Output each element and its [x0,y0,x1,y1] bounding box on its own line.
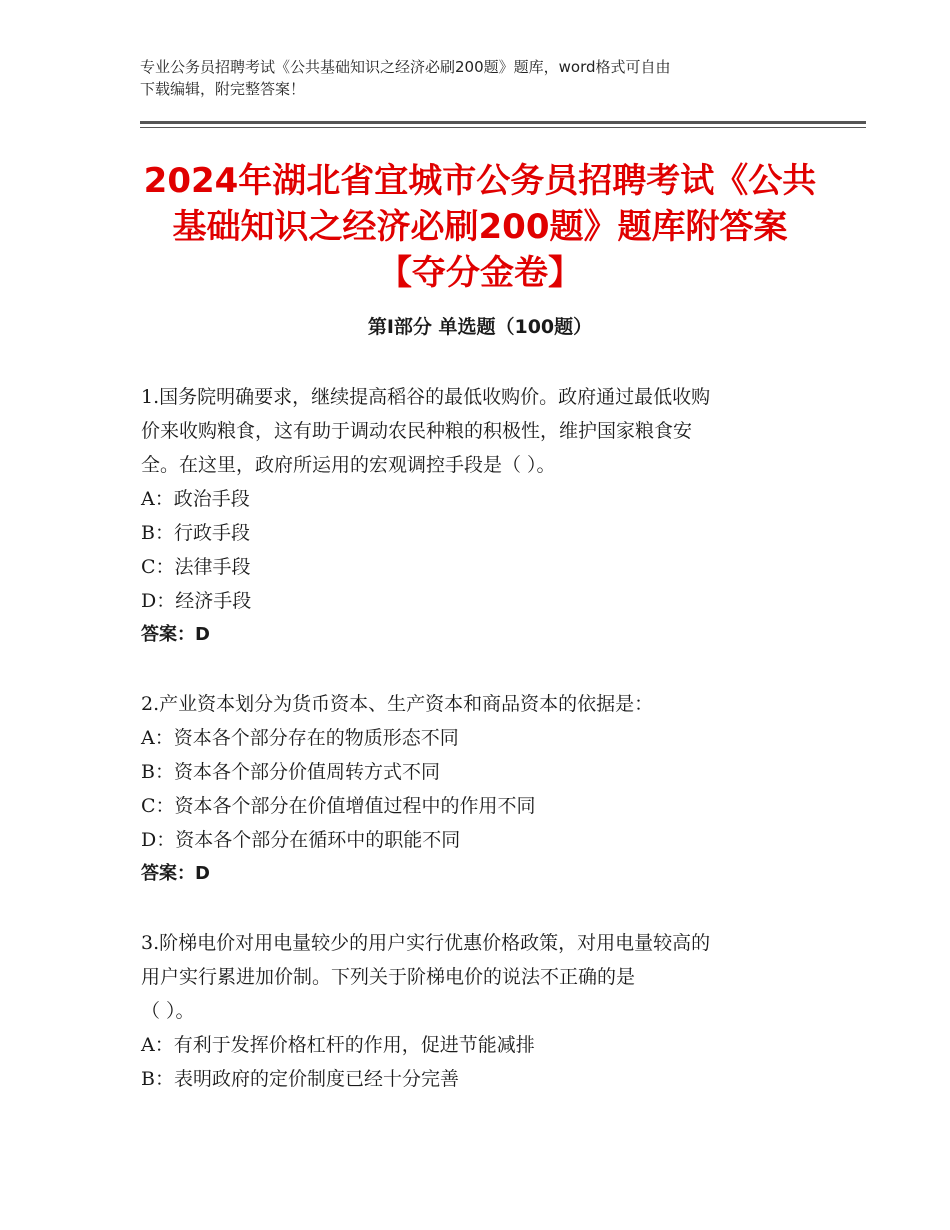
option-b: B：表明政府的定价制度已经十分完善 [141,1068,459,1090]
title-line: 【夺分金卷】 [378,253,582,293]
option-d: D：资本各个部分在循环中的职能不同 [141,829,461,851]
option-d: D：经济手段 [141,590,252,612]
question-3 [141,926,821,1096]
option-c: C：法律手段 [141,556,251,578]
document-title [120,158,840,296]
header-divider-thin [140,127,866,128]
option-a: A：政治手段 [141,488,250,510]
question-text-line: 价来收购粮食，这有助于调动农民种粮的积极性，维护国家粮食安 [141,420,693,442]
option-c: C：资本各个部分在价值增值过程中的作用不同 [141,795,536,817]
option-b: B：行政手段 [141,522,250,544]
header-note-line: 专业公务员招聘考试《公共基础知识之经济必刷200题》题库，word格式可自由 [140,58,671,76]
header-note-line: 下载编辑，附完整答案！ [140,80,306,98]
option-a: A：资本各个部分存在的物质形态不同 [141,727,459,749]
question-2 [141,687,821,891]
option-b: B：资本各个部分价值周转方式不同 [141,761,440,783]
section-heading: 第Ⅰ部分 单选题（100题） [367,316,593,338]
answer-label: 答案：D [141,624,210,645]
question-text-line: 2.产业资本划分为货币资本、生产资本和商品资本的依据是： [141,693,654,715]
question-text-line: 全。在这里，政府所运用的宏观调控手段是（ ）。 [141,454,556,476]
question-text-line: （ ）。 [141,1000,195,1022]
title-line: 基础知识之经济必刷200题》题库附答案 [172,207,788,247]
option-a: A：有利于发挥价格杠杆的作用，促进节能减排 [141,1034,535,1056]
question-text-line: 用户实行累进加价制。下列关于阶梯电价的说法不正确的是 [141,966,636,988]
question-text-line: 3.阶梯电价对用电量较少的用户实行优惠价格政策，对用电量较高的 [141,932,711,954]
header-divider-thick [140,121,866,124]
question-1 [141,380,821,652]
header-note [140,56,820,100]
title-line: 2024年湖北省宜城市公务员招聘考试《公共 [143,161,817,201]
question-text-line: 1.国务院明确要求，继续提高稻谷的最低收购价。政府通过最低收购 [141,386,711,408]
answer-label: 答案：D [141,863,210,884]
